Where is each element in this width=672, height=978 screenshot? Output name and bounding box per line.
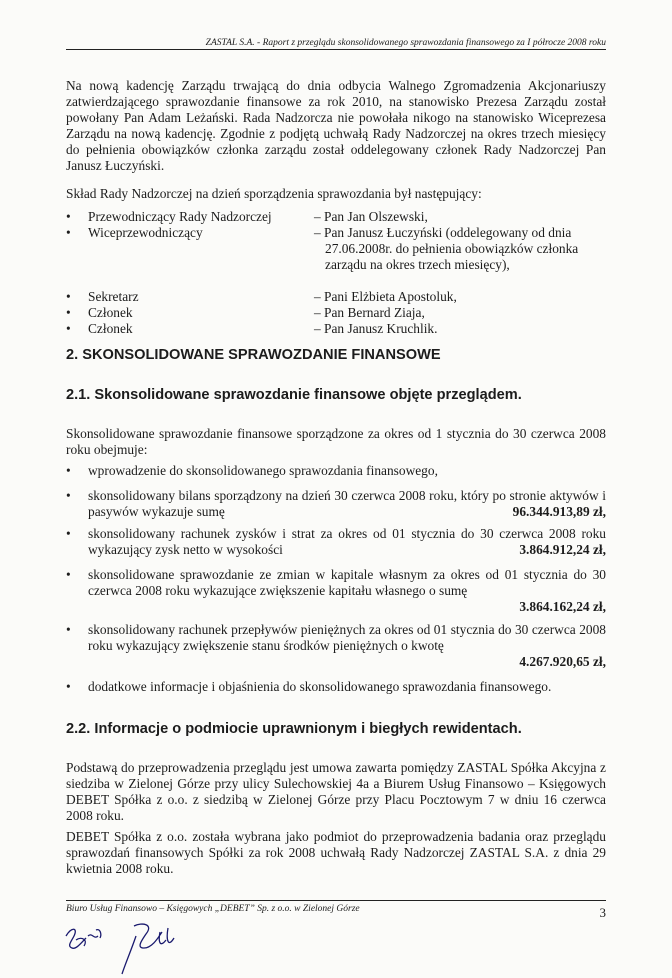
bullet: • — [66, 488, 71, 503]
list-item — [66, 526, 606, 558]
amount-value: 4.267.920,65 zł, — [519, 654, 606, 670]
list-item-text: wprowadzenie do skonsolidowanego sprawozdania finansowego, — [88, 463, 438, 478]
board-person — [314, 225, 604, 273]
auditor-paragraph: DEBET Spółka z o.o. została wybrana jako podmiot do przeprowadzenia badania oraz przeglądu sprawozdań finansowych Spółki za rok 2008 uchwałą Rady Nadzorczej ZASTAL S.A. z dnia 29 kwietnia 2008 roku. — [66, 829, 606, 877]
board-member — [66, 209, 606, 225]
list-item — [66, 567, 606, 615]
list-item-text: skonsolidowany rachunek przepływów pieniężnych za okres od 01 stycznia do 30 czerwca 2008 roku wykazujący zwiększenie stanu środków pieniężnych o kwotę — [88, 622, 606, 654]
bullet: • — [66, 209, 71, 224]
agreement-paragraph: Podstawą do przeprowadzenia przeglądu jest umowa zawarta pomiędzy ZASTAL Spółka Akcyjna z siedziba w Zielonej Górze przy ulicy Sulechowskiej 4a a Biurem Usług Finansowo – Księgowych DEBET Spółka z o.o. z siedzibą w Zielonej Górze przy Placu Pocztowym 7 w dniu 16 czerwca 2008 roku. — [66, 760, 606, 824]
board-intro: Skład Rady Nadzorczej na dzień sporządzenia sprawozdania był następujący: — [66, 186, 482, 201]
board-person: – Pan Bernard Ziaja, — [314, 305, 425, 320]
section-heading: 2. SKONSOLIDOWANE SPRAWOZDANIE FINANSOWE — [66, 347, 441, 363]
handwritten-signatures — [62, 918, 192, 976]
board-member — [66, 305, 606, 321]
board-person: – Pan Jan Olszewski, — [314, 209, 428, 224]
bullet: • — [66, 463, 71, 478]
board-role: Przewodniczący Rady Nadzorczej — [88, 209, 272, 224]
bullet: • — [66, 225, 71, 240]
amount-value: 3.864.912,24 zł, — [519, 542, 606, 558]
board-person-name: – Pan Janusz Łuczyński (oddelegowany od dnia — [314, 225, 572, 240]
subsection-heading: 2.2. Informacje o podmiocie uprawnionym i biegłych rewidentach. — [66, 721, 522, 737]
board-person-note: 27.06.2008r. do pełnienia obowiązków członka zarządu na okres trzech miesięcy), — [325, 241, 579, 272]
bullet: • — [66, 305, 71, 320]
subsection-heading: 2.1. Skonsolidowane sprawozdanie finansowe objęte przeglądem. — [66, 387, 522, 403]
list-item-text: skonsolidowany rachunek zysków i strat za okres od 01 stycznia do 30 czerwca 2008 roku wykazujący zysk netto w wysokości — [88, 526, 606, 558]
board-person: – Pan Janusz Kruchlik. — [314, 321, 438, 336]
list-item-text: dodatkowe informacje i objaśnienia do skonsolidowanego sprawozdania finansowego. — [88, 679, 552, 694]
bullet: • — [66, 289, 71, 304]
board-person: – Pani Elżbieta Apostoluk, — [314, 289, 457, 304]
page-number: 3 — [599, 905, 606, 920]
amount-value: 96.344.913,89 zł, — [512, 504, 606, 520]
supervisory-board-list — [66, 209, 606, 337]
bullet: • — [66, 567, 71, 582]
bullet: • — [66, 679, 71, 694]
list-item — [66, 488, 606, 520]
list-item — [66, 679, 606, 695]
list-item — [66, 463, 606, 479]
board-role: Członek — [88, 305, 133, 320]
board-role: Wiceprzewodniczący — [88, 225, 203, 240]
bullet: • — [66, 321, 71, 336]
board-member — [66, 321, 606, 337]
running-footer: Biuro Usług Finansowo – Księgowych „DEBET” Sp. z o.o. w Zielonej Górze — [66, 900, 606, 914]
running-header: ZASTAL S.A. - Raport z przeglądu skonsolidowanego sprawozdania finansowego za I półrocze 2008 roku — [66, 38, 606, 50]
list-item — [66, 622, 606, 670]
board-member — [66, 289, 606, 305]
list-item-text: skonsolidowane sprawozdanie ze zmian w kapitale własnym za okres od 01 stycznia do 30 czerwca 2008 roku wykazujące zwiększenie kapitału własnego o sumę — [88, 567, 606, 599]
statements-intro: Skonsolidowane sprawozdanie finansowe sporządzone za okres od 1 stycznia do 30 czerwca 2008 roku obejmuje: — [66, 426, 606, 458]
board-role: Sekretarz — [88, 289, 139, 304]
board-member — [66, 225, 606, 289]
intro-paragraph: Na nową kadencję Zarządu trwającą do dnia odbycia Walnego Zgromadzenia Akcjonariuszy zatwierdzającego sprawozdanie finansowe za rok 2010, na stanowisko Prezesa Zarządu został powołany Pan Adam Leżański. Rada Nadzorcza nie powołała nikogo na stanowisko Wiceprezesa Zarządu na nową kadencję. Zgodnie z podjętą uchwałą Rady Nadzorczej na okres trzech miesięcy do pełnienia obowiązków członka zarządu został oddelegowany członek Rady Nadzorczej Pan Janusz Łuczyński. — [66, 78, 606, 174]
bullet: • — [66, 526, 71, 541]
amount-value: 3.864.162,24 zł, — [519, 599, 606, 615]
list-item-text: skonsolidowany bilans sporządzony na dzień 30 czerwca 2008 roku, który po stronie aktywów i pasywów wykazuje sumę — [88, 488, 606, 520]
bullet: • — [66, 622, 71, 637]
board-role: Członek — [88, 321, 133, 336]
